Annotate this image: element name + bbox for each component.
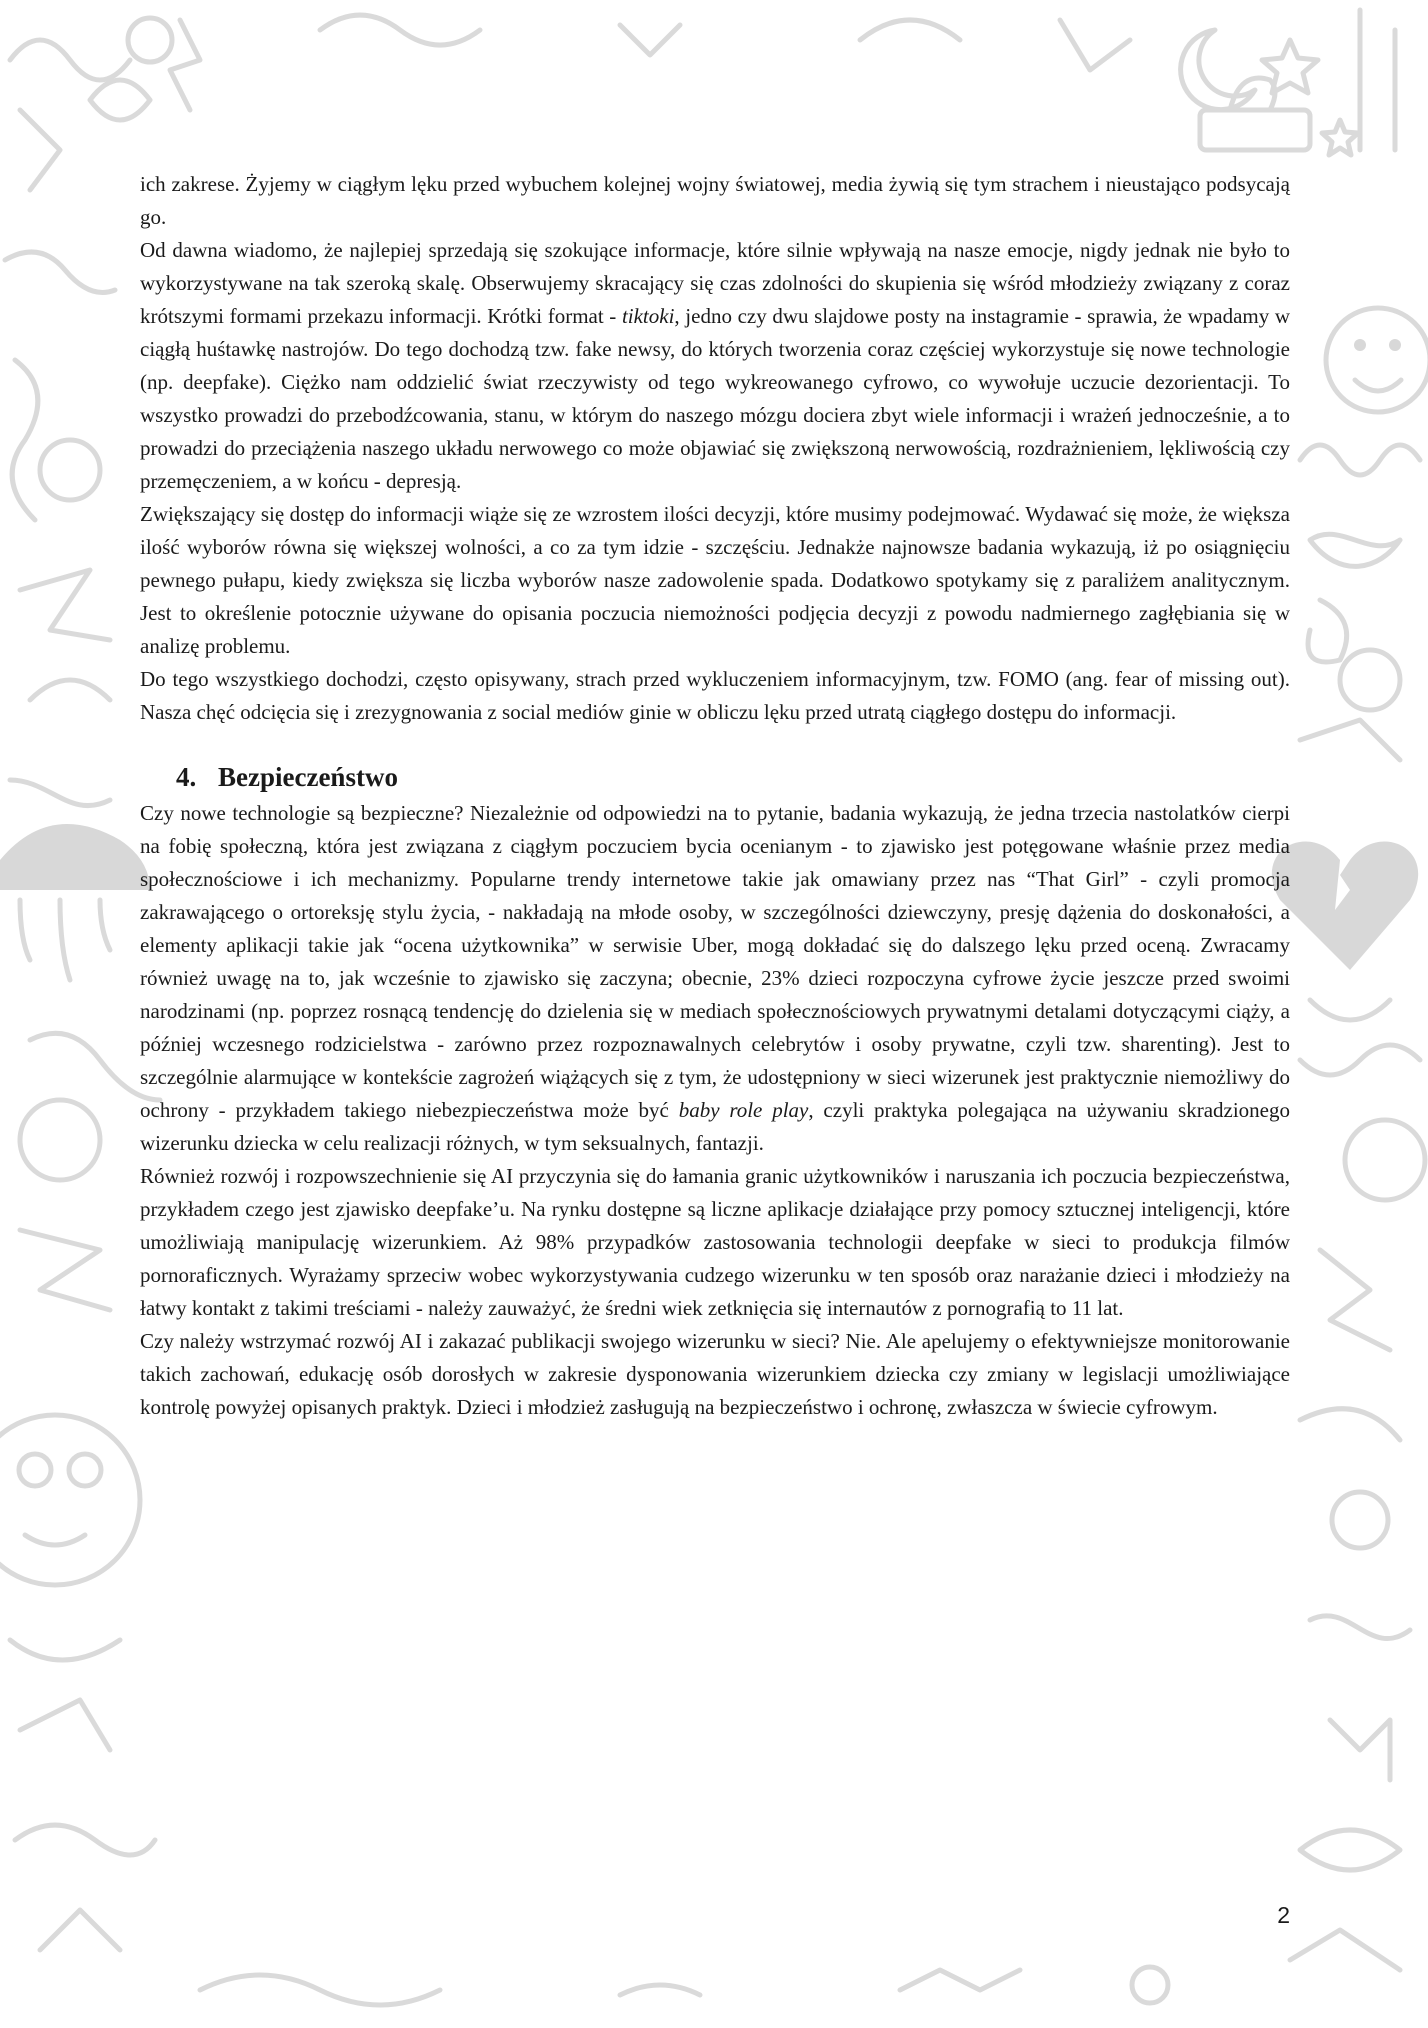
paragraph: Czy należy wstrzymać rozwój AI i zakazać publikacji swojego wizerunku w sieci? Nie. Ale apelujemy o efektywniejsze monitorowanie takich zachowań, edukację osób dorosłych w zakresie dysponowania wizerunkiem dziecka czy zmiany w legislacji umożliwiające kontrolę powyżej opisanych praktyk. Dzieci i młodzież zasługują na bezpieczeństwo i ochronę, zwłaszcza w świecie cyfrowym. <box>140 1329 1290 1419</box>
paragraph: Do tego wszystkiego dochodzi, często opisywany, strach przed wykluczeniem informacyjnym, tzw. FOMO (ang. fear of missing out). Nasza chęć odcięcia się i zrezygnowania z social mediów ginie w obliczu lęku przed utratą ciągłego dostępu do informacji. <box>140 667 1290 724</box>
italic-term: baby role play <box>678 1098 809 1122</box>
section-heading-title: Bezpieczeństwo <box>218 762 398 792</box>
italic-term: tiktoki <box>621 304 675 328</box>
paragraph: Czy nowe technologie są bezpieczne? Niezależnie od odpowiedzi na to pytanie, badania wykazują, że jedna trzecia nastolatków cierpi na fobię społeczną, która jest związana z ciągłym poczuciem bycia ocenianym - to zjawisko jest potęgowane właśnie przez media społecznościowe i ich mechanizmy. Popularne trendy internetowe takie jak omawiany przez nas “That Girl” - czyli promocja zakrawającego o ortoreksję stylu życia, - nakładają na młode osoby, w szczególności dziewczyny, presję dążenia do doskonałości, a elementy aplikacji takie jak “ocena użytkownika” w serwisie Uber, mogą dokładać się do dalszego lęku przed oceną. Zwracamy również uwagę na to, jak wcześnie to zjawisko się zaczyna; obecnie, 23% dzieci rozpoczyna cyfrowe życie jeszcze przed swoimi narodzinami (np. poprzez rosnącą tendencję do dzielenia się w mediach społecznościowych prywatnymi detalami dotyczącymi ciąży, a później wczesnego rodzicielstwa - zarówno przez rozpoznawalnych celebrytów i osoby prywatne, czyli tzw. sharenting). Jest to szczególnie alarmujące w kontekście zagrożeń wiążących się z tym, że udostępniony w sieci wizerunek jest praktycznie niemożliwy do ochrony - przykładem takiego niebezpieczeństwa może być baby role play, czyli praktyka polegająca na używaniu skradzionego wizerunku dziecka w celu realizacji różnych, w tym seksualnych, fantazji. <box>140 801 1290 1155</box>
paragraph: Również rozwój i rozpowszechnienie się AI przyczynia się do łamania granic użytkowników i naruszania ich poczucia bezpieczeństwa, przykładem czego jest zjawisko deepfake’u. Na rynku dostępne są liczne aplikacje działające przy pomocy sztucznej inteligencji, które umożliwiają manipulację wizerunkiem. Aż 98% przypadków zastosowania technologii deepfake w sieci to produkcja filmów pornoraficznych. Wyrażamy sprzeciw wobec wykorzystywania cudzego wizerunku w ten sposób oraz narażanie dzieci i młodzieży na łatwy kontakt z takimi treściami - należy zauważyć, że średni wiek zetknięcia się internautów z pornografią to 11 lat. <box>140 1164 1290 1320</box>
section-heading-number: 4. <box>176 762 197 792</box>
document-body <box>140 168 1290 1424</box>
paragraph: Zwiększający się dostęp do informacji wiąże się ze wzrostem ilości decyzji, które musimy podejmować. Wydawać się może, że większa ilość wyborów równa się większej wolności, a co za tym idzie - szczęściu. Jednakże najnowsze badania wykazują, iż po osiągnięciu pewnego pułapu, kiedy zwiększa się liczba wyborów nasze zadowolenie spada. Dodatkowo spotykamy się z paraliżem analitycznym. Jest to określenie potocznie używane do opisania poczucia niemożności podjęcia decyzji z powodu nadmiernego zagłębiania się w analizę problemu. <box>140 502 1290 658</box>
paragraph: ich zakrese. Żyjemy w ciągłym lęku przed wybuchem kolejnej wojny światowej, media żywią się tym strachem i nieustająco podsycają go. <box>140 172 1290 229</box>
page-number: 2 <box>1277 1902 1290 1928</box>
paragraph: Od dawna wiadomo, że najlepiej sprzedają się szokujące informacje, które silnie wpływają na nasze emocje, nigdy jednak nie było to wykorzystywane na tak szeroką skalę. Obserwujemy skracający się czas zdolności do skupienia się wśród młodzieży związany z coraz krótszymi formami przekazu informacji. Krótki format - tiktoki, jedno czy dwu slajdowe posty na instagramie - sprawia, że wpadamy w ciągłą huśtawkę nastrojów. Do tego dochodzą tzw. fake newsy, do których tworzenia coraz częściej wykorzystuje się nowe technologie (np. deepfake). Ciężko nam oddzielić świat rzeczywisty od tego wykreowanego cyfrowo, co wywołuje uczucie dezorientacji. To wszystko prowadzi do przebodźcowania, stanu, w którym do naszego mózgu dociera zbyt wiele informacji i wrażeń jednocześnie, a to prowadzi do przeciążenia naszego układu nerwowego co może objawiać się zwiększoną nerwowością, rozdrażnieniem, lękliwością czy przemęczeniem, a w końcu - depresją. <box>140 238 1291 493</box>
section-heading <box>176 757 1290 797</box>
